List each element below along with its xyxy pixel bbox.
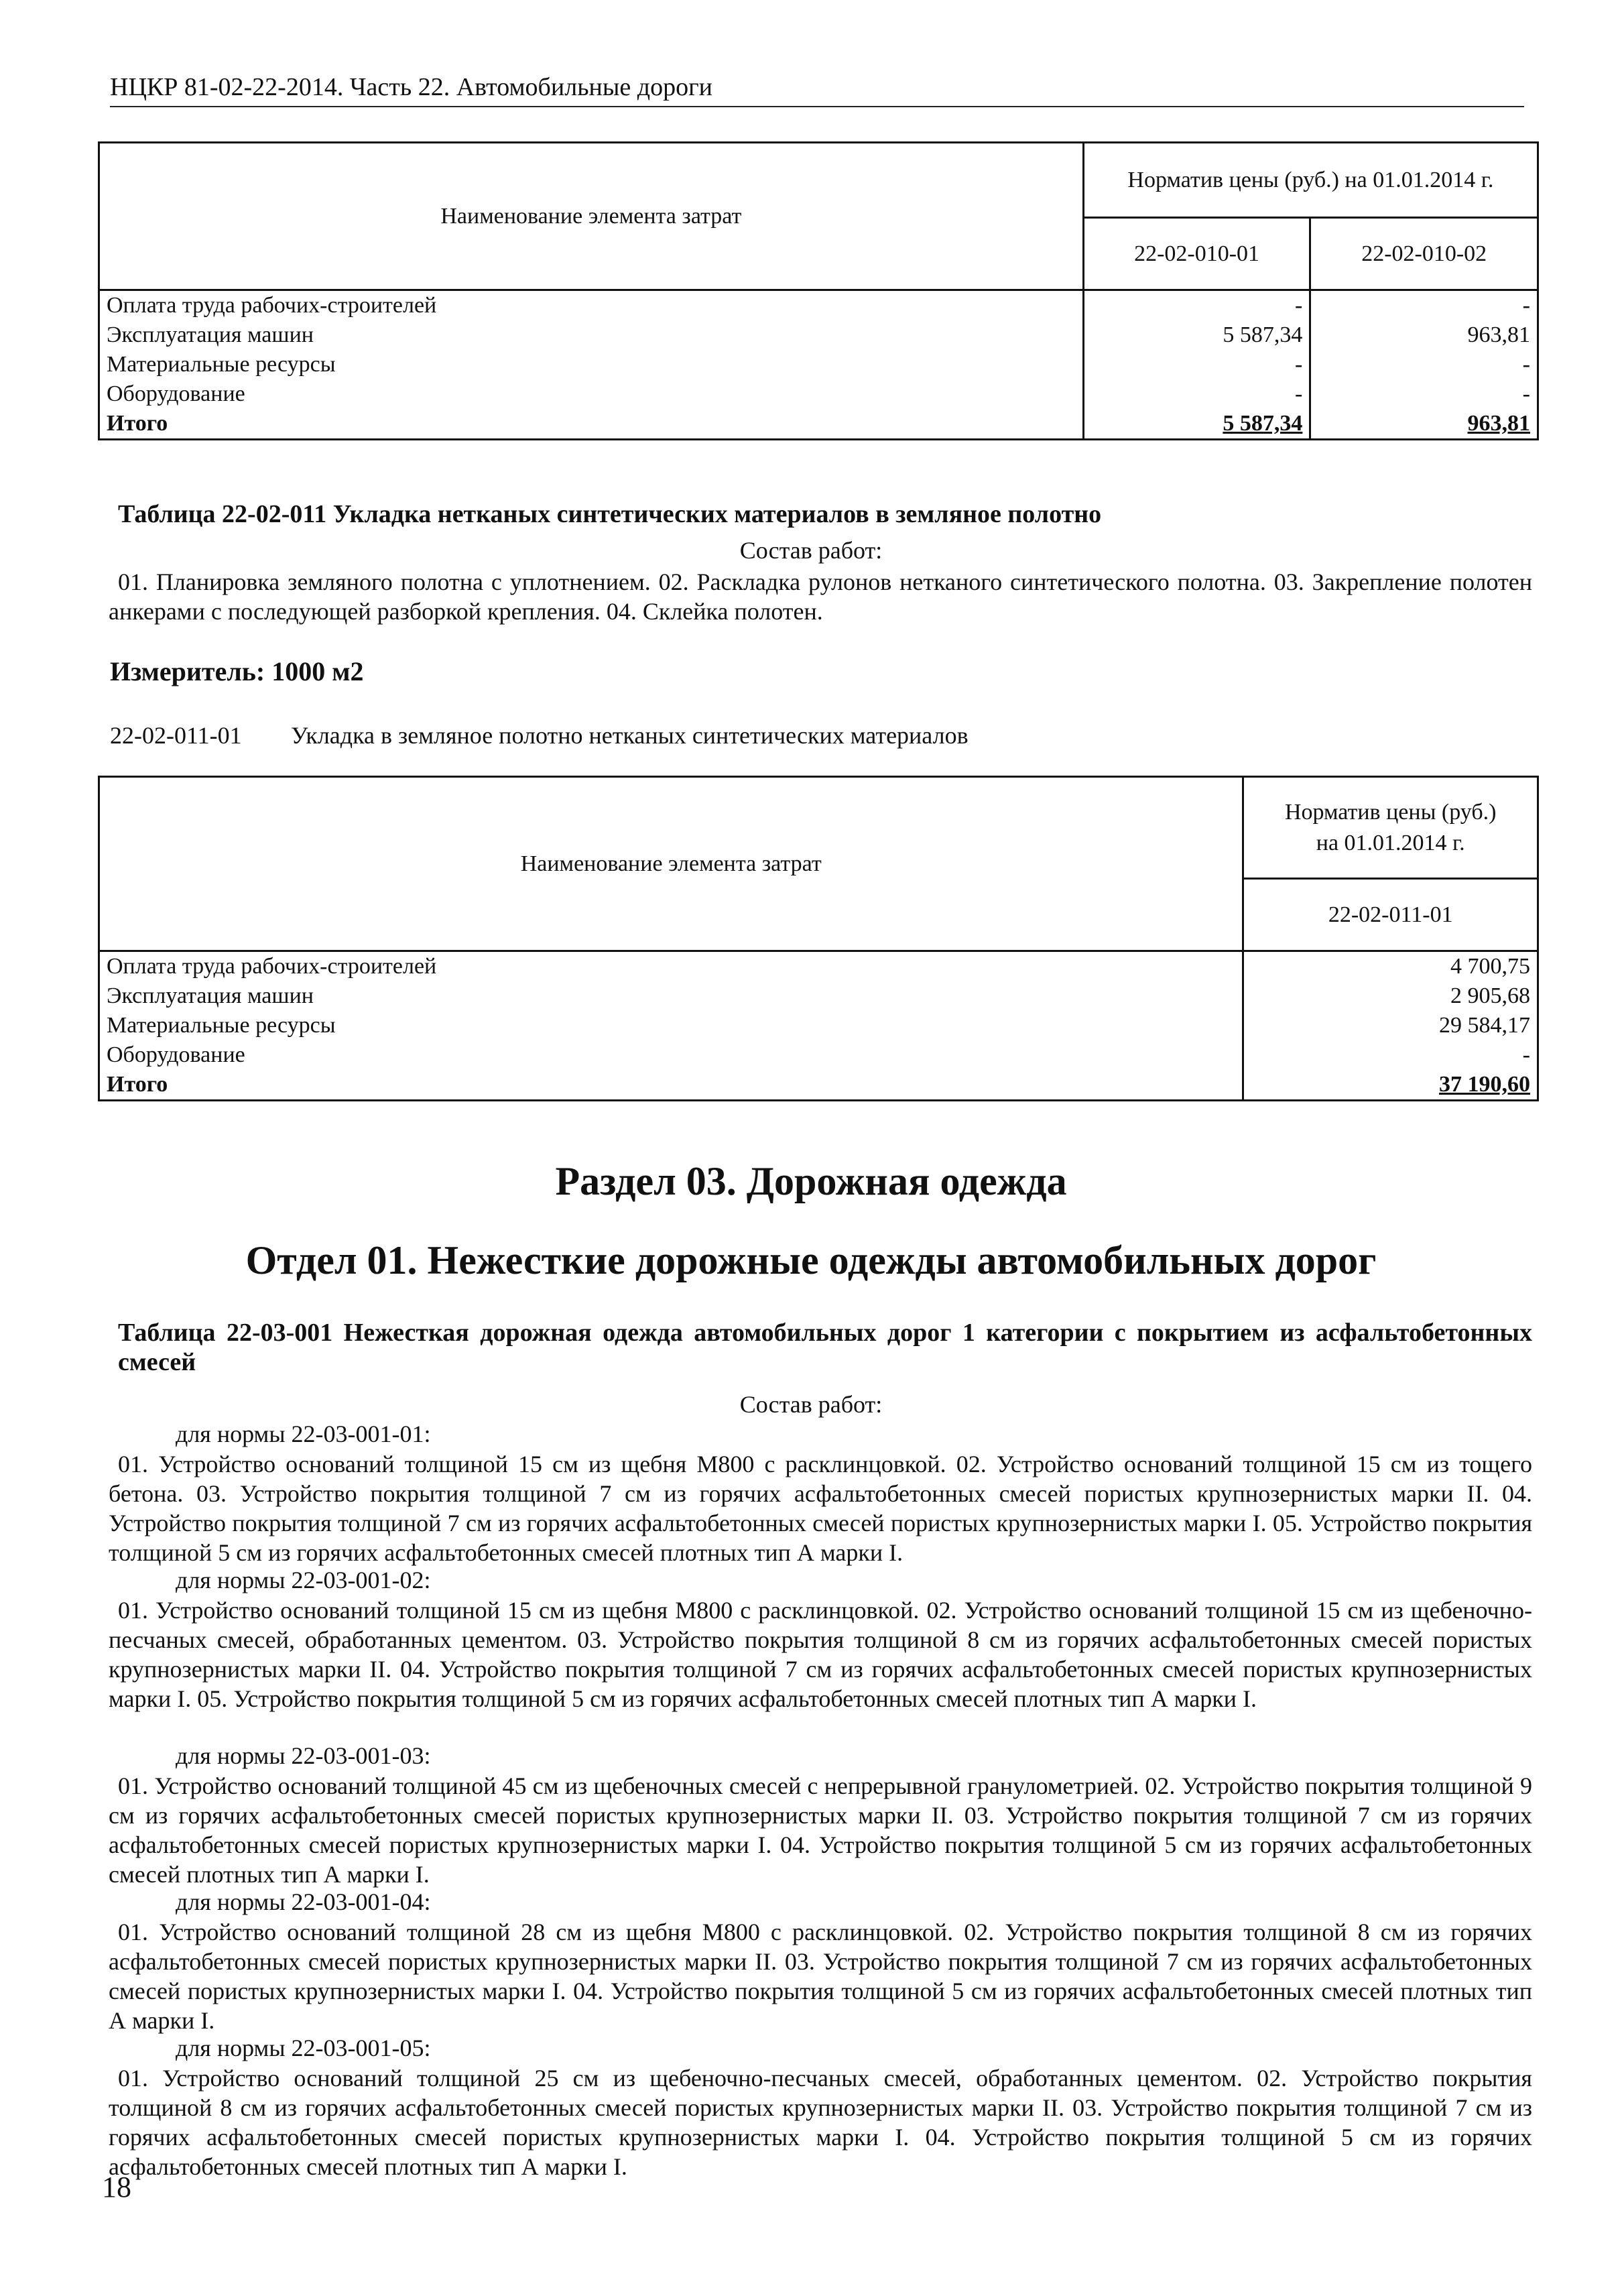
department-heading: Отдел 01. Нежесткие дорожные одежды автомобильных дорог — [245, 1238, 1377, 1282]
row-label: Оборудование — [99, 1040, 1243, 1070]
column-header-norm — [1243, 777, 1538, 879]
table-row — [99, 1011, 1538, 1040]
table-row — [99, 290, 1538, 321]
measure-unit: Измеритель: 1000 м2 — [110, 656, 364, 686]
row-value: 5 587,34 — [1083, 320, 1310, 350]
table-row — [99, 320, 1538, 350]
table-row — [99, 379, 1538, 409]
norm-description: Укладка в земляное полотно нетканых синтетических материалов — [291, 722, 969, 749]
norm-item — [110, 721, 969, 749]
work-composition-label: Состав работ: — [739, 1391, 883, 1418]
table-total-row — [99, 1070, 1538, 1101]
column-code: 22-02-010-01 — [1083, 218, 1310, 290]
row-value: 2 905,68 — [1243, 981, 1538, 1011]
table-row — [99, 350, 1538, 379]
norm-work-text: 01. Устройство оснований толщиной 45 см из щебеночных смесей с непрерывной гранулометрией. 02. Устройство покрытия толщиной 9 см из горячих асфальтобетонных смесей пористых крупнозернистых марки II. 03. Устройство покрытия толщиной 7 см из горячих асфальтобетонных смесей пористых крупнозернистых марки I. 04. Устройство покрытия толщиной 5 см из горячих асфальтобетонных смесей плотных тип А марки I. — [109, 1772, 1532, 1888]
row-value: - — [1083, 350, 1310, 379]
norm-label: для нормы 22-03-001-04: — [176, 1888, 431, 1915]
column-header-cost-element: Наименование элемента затрат — [99, 143, 1084, 290]
norm-label: для нормы 22-03-001-01: — [176, 1421, 431, 1447]
table-title: Таблица 22-02-011 Укладка нетканых синтетических материалов в земляное полотно — [118, 500, 1102, 528]
table-total-row — [99, 409, 1538, 440]
total-label: Итого — [99, 409, 1084, 440]
row-value: - — [1083, 379, 1310, 409]
row-value: - — [1310, 350, 1538, 379]
column-header-norm: Норматив цены (руб.) на 01.01.2014 г. — [1083, 143, 1538, 218]
norm-header-line: на 01.01.2014 г. — [1316, 830, 1465, 855]
row-label: Эксплуатация машин — [99, 320, 1084, 350]
row-label: Материальные ресурсы — [99, 1011, 1243, 1040]
total-value: 963,81 — [1310, 409, 1538, 440]
work-composition-label: Состав работ: — [739, 537, 883, 564]
row-value: 29 584,17 — [1243, 1011, 1538, 1040]
total-value: 5 587,34 — [1083, 409, 1310, 440]
norm-label: для нормы 22-03-001-02: — [176, 1567, 431, 1593]
table-row — [99, 1040, 1538, 1070]
header-divider — [110, 106, 1524, 107]
norm-label: для нормы 22-03-001-03: — [176, 1742, 431, 1769]
row-value: - — [1310, 379, 1538, 409]
column-code: 22-02-010-02 — [1310, 218, 1538, 290]
cost-table-22-02-010 — [98, 141, 1539, 440]
page-number: 18 — [102, 2171, 131, 2203]
norm-work-text: 01. Устройство оснований толщиной 25 см из щебеночно-песчаных смесей, обработанных цементом. 02. Устройство покрытия толщиной 8 см из горячих асфальтобетонных смесей пористых крупнозернистых марки II. 03. Устройство покрытия толщиной 7 см из горячих асфальтобетонных смесей пористых крупнозернистых марки I. 04. Устройство покрытия толщиной 5 см из горячих асфальтобетонных смесей плотных тип А марки I. — [109, 2065, 1532, 2180]
row-label: Оплата труда рабочих-строителей — [99, 290, 1084, 321]
cost-table-22-02-011 — [98, 776, 1539, 1101]
row-label: Оборудование — [99, 379, 1084, 409]
running-header: НЦКР 81-02-22-2014. Часть 22. Автомобильные дороги — [110, 73, 713, 101]
row-value: - — [1310, 290, 1538, 321]
table-row — [99, 951, 1538, 982]
row-value: - — [1243, 1040, 1538, 1070]
norm-work-text: 01. Устройство оснований толщиной 28 см из щебня М800 с расклинцовкой. 02. Устройство покрытия толщиной 8 см из горячих асфальтобетонных смесей пористых крупнозернистых марки II. 03. Устройство покрытия толщиной 7 см из горячих асфальтобетонных смесей пористых крупнозернистых марки I. 04. Устройство покрытия толщиной 5 см из горячих асфальтобетонных смесей плотных тип А марки I. — [109, 1919, 1532, 2034]
row-label: Оплата труда рабочих-строителей — [99, 951, 1243, 982]
table-title: Таблица 22-03-001 Нежесткая дорожная одежда автомобильных дорог 1 категории с покрытием из асфальтобетонных смесей — [118, 1319, 1532, 1376]
norm-header-line: Норматив цены (руб.) — [1284, 799, 1497, 825]
column-header-cost-element: Наименование элемента затрат — [99, 777, 1243, 951]
section-heading: Раздел 03. Дорожная одежда — [555, 1159, 1067, 1203]
norm-label: для нормы 22-03-001-05: — [176, 2035, 431, 2061]
table-row — [99, 981, 1538, 1011]
row-value: - — [1083, 290, 1310, 321]
norm-work-text: 01. Устройство оснований толщиной 15 см из щебня М800 с расклинцовкой. 02. Устройство оснований толщиной 15 см из тощего бетона. 03. Устройство покрытия толщиной 7 см из горячих асфальтобетонных смесей пористых крупнозернистых марки II. 04. Устройство покрытия толщиной 7 см из горячих асфальтобетонных смесей пористых крупнозернистых марки I. 05. Устройство покрытия толщиной 5 см из горячих асфальтобетонных смесей плотных тип А марки I. — [109, 1451, 1532, 1566]
norm-code: 22-02-011-01 — [110, 722, 242, 749]
column-code: 22-02-011-01 — [1243, 879, 1538, 951]
row-value: 4 700,75 — [1243, 951, 1538, 982]
row-label: Эксплуатация машин — [99, 981, 1243, 1011]
norm-work-text: 01. Устройство оснований толщиной 15 см из щебня М800 с расклинцовкой. 02. Устройство оснований толщиной 15 см из щебеночно-песчаных смесей, обработанных цементом. 03. Устройство покрытия толщиной 8 см из горячих асфальтобетонных смесей пористых крупнозернистых марки II. 04. Устройство покрытия толщиной 7 см из горячих асфальтобетонных смесей пористых крупнозернистых марки I. 05. Устройство покрытия толщиной 5 см из горячих асфальтобетонных смесей плотных тип А марки I. — [109, 1597, 1532, 1712]
row-value: 963,81 — [1310, 320, 1538, 350]
row-label: Материальные ресурсы — [99, 350, 1084, 379]
total-label: Итого — [99, 1070, 1243, 1101]
total-value: 37 190,60 — [1243, 1070, 1538, 1101]
work-composition-text: 01. Планировка земляного полотна с уплотнением. 02. Раскладка рулонов нетканого синтетического полотна. 03. Закрепление полотен анкерами с последующей разборкой крепления. 04. Склейка полотен. — [109, 568, 1532, 625]
